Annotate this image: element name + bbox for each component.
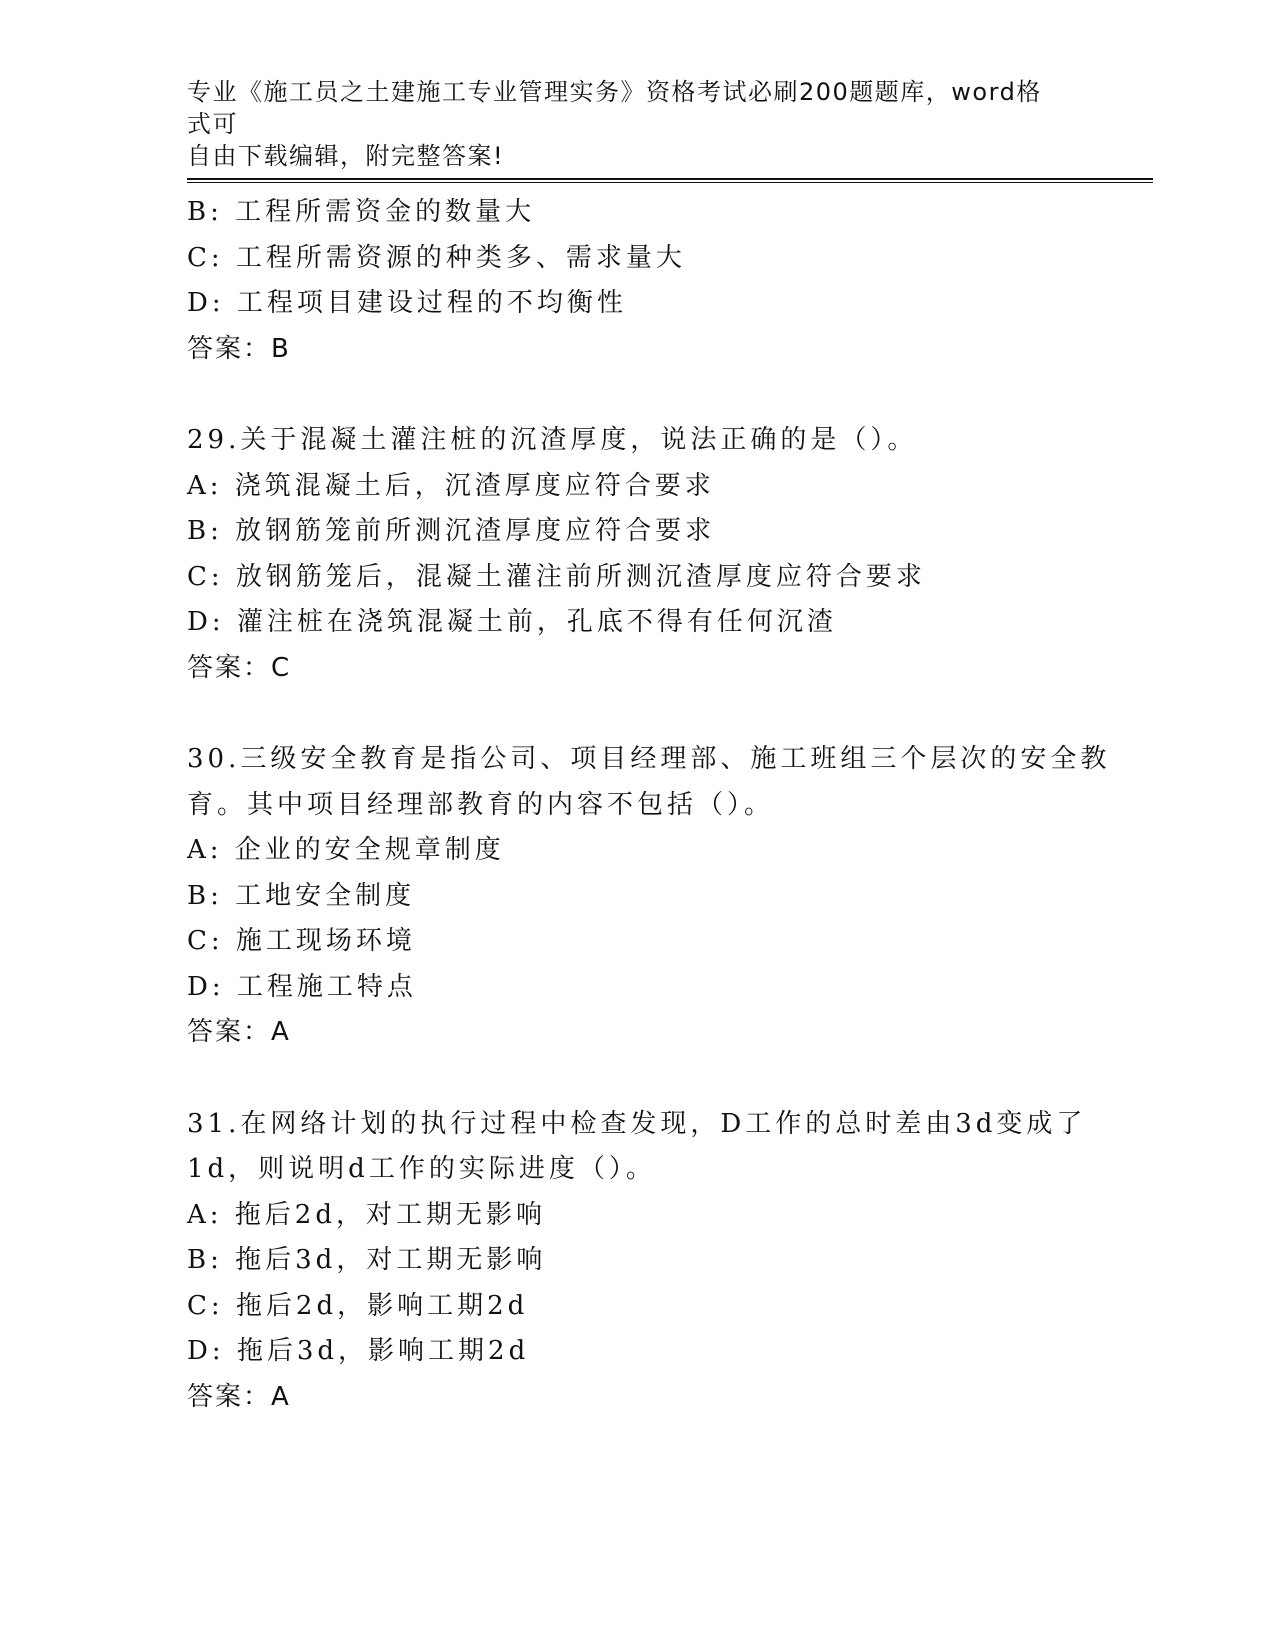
option-a: A: 企业的安全规章制度 [187,835,505,865]
header-line-1: 专业《施工员之土建施工专业管理实务》资格考试必刷200题题库，word格式可 [187,78,1042,138]
answer-label: 答案：A [187,1017,291,1047]
question-29 [187,418,1087,691]
question-stem-continued: 育。其中项目经理部教育的内容不包括（）。 [187,789,775,820]
page-header [187,76,1067,172]
option-b: B: 工地安全制度 [187,880,416,911]
option-c: C: 拖后2d，影响工期2d [187,1290,529,1321]
option-d: D: 工程施工特点 [187,971,417,1002]
question-list [187,190,1111,1420]
question-28-continued [187,190,1087,372]
option-a: A: 拖后2d，对工期无影响 [187,1199,546,1230]
question-31 [187,1102,1087,1421]
answer-label: 答案：B [187,333,291,364]
spacer [187,372,1087,418]
spacer [187,691,1087,737]
option-d: D: 工程项目建设过程的不均衡性 [187,288,627,318]
option-b: B: 拖后3d，对工期无影响 [187,1245,547,1275]
option-d: D: 灌注桩在浇筑混凝土前，孔底不得有任何沉渣 [187,607,837,637]
answer-label: 答案：A [187,1381,291,1412]
question-stem: 30.三级安全教育是指公司、项目经理部、施工班组三个层次的安全教 [187,744,1111,774]
option-d: D: 拖后3d，影响工期2d [187,1336,530,1366]
option-c: C: 施工现场环境 [187,926,416,956]
option-c: C: 工程所需资源的种类多、需求量大 [187,242,686,273]
header-line-2: 自由下载编辑，附完整答案! [187,142,505,170]
option-b: B: 工程所需资金的数量大 [187,197,536,227]
answer-label: 答案：C [187,652,292,683]
option-c: C: 放钢筋笼后，混凝土灌注前所测沉渣厚度应符合要求 [187,561,926,592]
option-b: B: 放钢筋笼前所测沉渣厚度应符合要求 [187,516,716,546]
question-stem: 29.关于混凝土灌注桩的沉渣厚度，说法正确的是（）。 [187,425,918,455]
question-30 [187,737,1111,1056]
question-stem-continued: 1d，则说明d工作的实际进度（）。 [187,1154,656,1184]
header-divider [187,178,1153,183]
question-stem: 31.在网络计划的执行过程中检查发现，D工作的总时差由3d变成了 [187,1108,1087,1139]
spacer [187,1056,1087,1102]
option-a: A: 浇筑混凝土后，沉渣厚度应符合要求 [187,470,715,501]
